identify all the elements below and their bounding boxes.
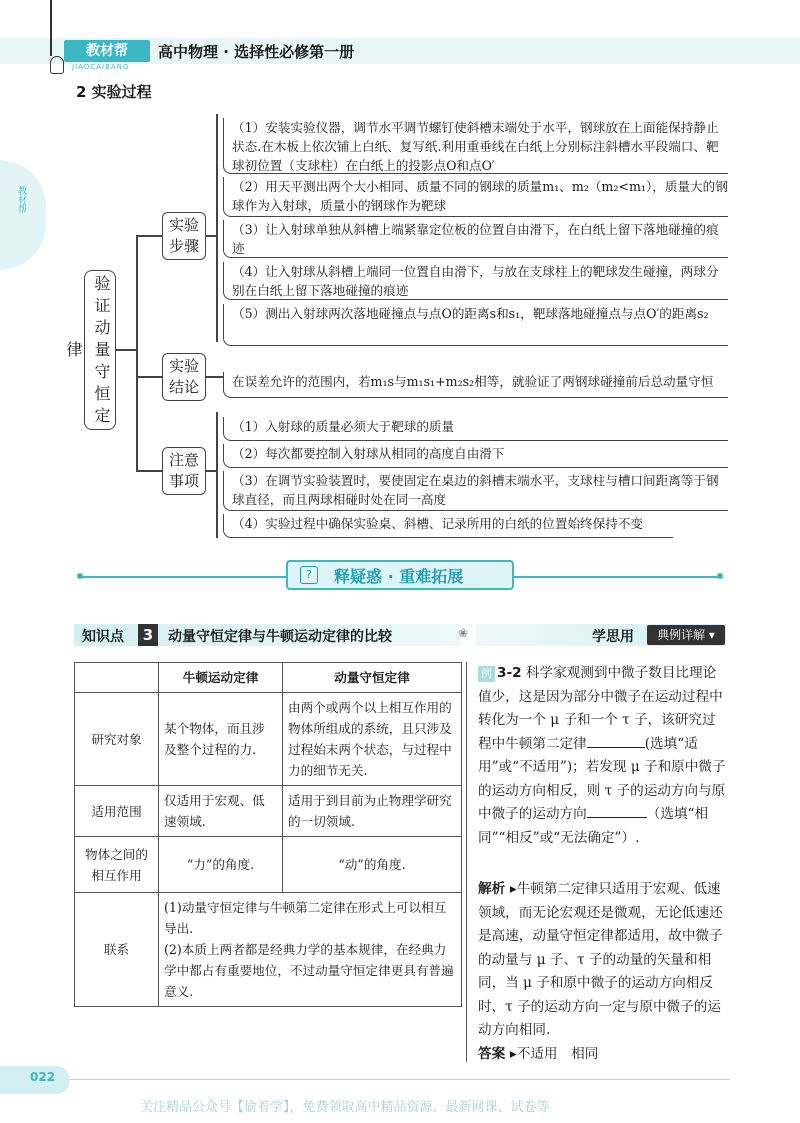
question-icon: ? — [300, 566, 318, 584]
table-cell: “动”的角度. — [283, 837, 462, 893]
step-item: （5）测出入射球两次落地碰撞点与点O的距离s和s₁，靶球落地碰撞点与点O′的距离s₂ — [223, 304, 728, 346]
step-item: （4）让入射球从斜槽上端同一位置自由滑下，与放在支球柱上的靶球发生碰撞，两球分别在白纸上留下落地碰撞的痕迹 — [223, 262, 728, 300]
answer-label: 答案 ▸ — [478, 1046, 517, 1062]
side-tab — [0, 160, 46, 270]
connector-line — [206, 376, 223, 378]
page-number: 022 — [30, 1070, 56, 1084]
table-header-cell: 牛顿运动定律 — [159, 663, 283, 693]
answer-blank — [587, 747, 645, 748]
table-cell: 由两个或两个以上相互作用的物体所组成的系统，且只涉及过程始末两个状态，与过程中力的细节无关. — [283, 693, 462, 786]
connector-line — [136, 235, 162, 237]
answer-text: 不适用 相同 — [516, 1046, 599, 1062]
example-number: 3-2 — [497, 665, 522, 681]
category-steps: 实验步骤 — [162, 212, 206, 260]
analysis-text: 牛顿第二定律只适用于宏观、低速领域，而无论宏观还是微观，无论低速还是高速，动量守恒定律都适用，故中微子的动量与 μ 子、τ 子的动量的矢量和相同，当 μ 子和原中微子的运动方向相反时，τ 子的运动方向一定与原中微子的运动方向相同. — [478, 881, 723, 1038]
knowledge-label: 知识点 — [82, 629, 124, 645]
conclusion-item: 在误差允许的范围内，若m₁s与m₁s₁+m₂s₂相等，就验证了两钢球碰撞前后总动量守恒 — [223, 372, 728, 398]
banner-rule-dot — [717, 573, 723, 579]
footer-rule — [70, 1079, 730, 1080]
knowledge-number: 3 — [138, 624, 158, 646]
row-label: 物体之间的相互作用 — [75, 837, 159, 893]
comparison-table — [74, 662, 462, 1007]
footer-watermark: 关注精品公众号【偷着学】，免费领取高中精品资源、最新网课、试卷等 — [140, 1100, 550, 1115]
link-point: (2)本质上两者都是经典力学的基本规律，在经典力学中都占有重要地位，不过动量守恒定律更具有普遍意义. — [164, 942, 454, 999]
mindmap-root: 验证动量守恒定律 — [84, 270, 116, 430]
table-cell: “力”的角度. — [159, 837, 283, 893]
row-label: 联系 — [75, 893, 159, 1007]
section-title: 2 实验过程 — [76, 83, 152, 101]
note-item: （1）入射球的质量必须大于靶球的质量 — [223, 417, 728, 441]
table-row — [75, 837, 462, 893]
row-label: 适用范围 — [75, 786, 159, 837]
lightbulb-icon — [50, 56, 64, 74]
note-item: （2）每次都要控制入射球从相同的高度自由滑下 — [223, 444, 728, 468]
category-notes: 注意事项 — [162, 447, 206, 495]
connector-line — [136, 376, 162, 378]
xuesiyong-label: 学思用 — [592, 629, 634, 645]
header-decor-line — [50, 0, 52, 56]
answer-blank — [587, 817, 647, 818]
example-detail-tag: 典例详解 ▾ — [647, 625, 725, 645]
table-header-cell — [75, 663, 159, 693]
knowledge-title: 动量守恒定律与牛顿运动定律的比较 — [168, 629, 392, 645]
question-text: 科学家观测到中微子数目比理论值少，这是因为部分中微子在运动过程中转化为一个 μ 子和一个 τ 子，该研究过程中牛顿第二定律 — [478, 665, 723, 752]
banner-title: 释疑惑 · 重难拓展 — [334, 567, 464, 586]
side-tab-label: 教材帮 — [16, 186, 26, 213]
connector-line — [206, 235, 216, 237]
table-row — [75, 893, 462, 1007]
connector-line — [116, 349, 136, 351]
flower-icon: ❀ — [458, 626, 469, 640]
table-cell: 仅适用于宏观、低速领域. — [159, 786, 283, 837]
step-item: （2）用天平测出两个大小相同、质量不同的钢球的质量m₁、m₂（m₂<m₁），质量大的钢球作为入射球，质量小的钢球作为靶球 — [223, 177, 728, 217]
connector-line — [206, 470, 216, 472]
step-item: （3）让入射球单独从斜槽上端紧靠定位板的位置自由滑下，在白纸上留下落地碰撞的痕迹 — [223, 220, 728, 258]
note-item: （3）在调节实验装置时，要使固定在桌边的斜槽末端水平，支球柱与槽口间距离等于钢球直径，而且两球相碰时处在同一高度 — [223, 471, 728, 511]
row-label: 研究对象 — [75, 693, 159, 786]
analysis-label: 解析 ▸ — [478, 881, 517, 897]
connector-line — [136, 235, 138, 470]
table-row — [75, 786, 462, 837]
banner-rule-dot — [77, 573, 83, 579]
example-tag: 例 — [478, 666, 495, 682]
book-title: 高中物理 · 选择性必修第一册 — [158, 43, 355, 61]
connector-line — [136, 470, 162, 472]
link-point: (1)动量守恒定律与牛顿第二定律在形式上可以相互导出. — [164, 900, 447, 936]
answer-block — [478, 1043, 728, 1067]
question-text: （选填“相同”“相反”或“无法确定”）. — [478, 806, 709, 846]
question-text: (选填“适用”或“不适用”)；若发现 μ 子和原中微子的运动方向相反，则 τ 子的运动方向与原中微子的运动方向 — [478, 735, 726, 822]
table-header-cell: 动量守恒定律 — [283, 663, 462, 693]
table-cell: 某个物体，而且涉及整个过程的力. — [159, 693, 283, 786]
example-question — [478, 662, 728, 850]
brand-subtitle: JIAOCAIBANG — [72, 63, 130, 71]
column-divider — [466, 662, 467, 1062]
note-item: （4）实验过程中确保实验桌、斜槽、记录所用的白纸的位置始终保持不变 — [223, 514, 673, 538]
analysis-block — [478, 878, 728, 1043]
table-merged-cell — [159, 893, 462, 1007]
category-conclusion: 实验结论 — [162, 353, 206, 401]
brand-logo: 教材帮 — [64, 40, 150, 62]
table-row — [75, 693, 462, 786]
table-cell: 适用于到目前为止物理学研究的一切领域. — [283, 786, 462, 837]
connector-line — [216, 114, 218, 342]
connector-line — [216, 412, 218, 538]
table-header-row — [75, 663, 462, 693]
step-item: （1）安装实验仪器，调节水平调节螺钉使斜槽末端处于水平，钢球放在上面能保持静止状态.在木板上依次铺上白纸、复写纸.利用重垂线在白纸上分别标注斜槽水平段端口、靶球初位置（支球柱）在白纸上的投影点O和点O′ — [223, 118, 728, 174]
